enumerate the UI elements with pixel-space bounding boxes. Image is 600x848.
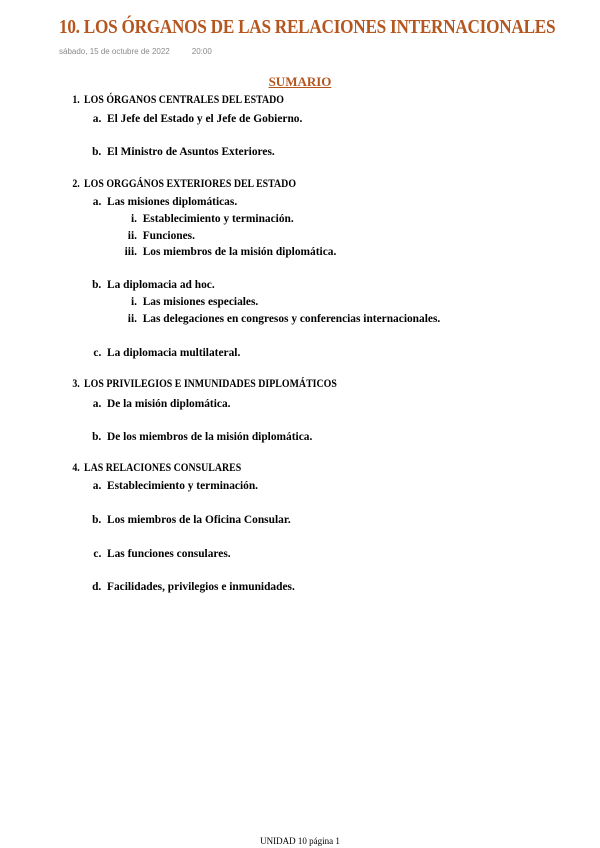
toc-entry-level-2 — [88, 429, 312, 444]
toc-entry-text: De la misión diplomática. — [107, 396, 231, 410]
toc-entry-number: c. — [93, 546, 102, 560]
toc-entry-level-2 — [88, 111, 302, 126]
toc-entry-level-2 — [88, 396, 231, 411]
toc-entry-text: El Jefe del Estado y el Jefe de Gobierno. — [107, 111, 303, 125]
toc-entry-level-3 — [118, 228, 195, 243]
toc-entry-text: LOS ORGGÁNOS EXTERIORES DEL ESTADO — [84, 178, 297, 190]
date-line — [59, 47, 212, 56]
toc-entry-level-2 — [88, 478, 258, 493]
toc-entry-text: Los miembros de la Oficina Consular. — [107, 512, 291, 526]
toc-entry-number: a. — [92, 194, 102, 208]
toc-entry-number: iii. — [124, 244, 137, 258]
toc-entry-level-2 — [88, 277, 215, 292]
toc-entry-text: Las misiones diplomáticas. — [107, 194, 238, 208]
toc-entry-text: Facilidades, privilegios e inmunidades. — [107, 579, 295, 593]
toc-entry-number: i. — [130, 294, 137, 308]
toc-entry-level-1 — [66, 378, 337, 390]
time-text: 20:00 — [191, 47, 212, 56]
toc-entry-level-2 — [88, 345, 240, 360]
toc-entry-number: i. — [130, 211, 137, 225]
toc-entry-level-1 — [66, 462, 241, 474]
toc-entry-text: Las funciones consulares. — [107, 546, 231, 560]
toc-entry-text: La diplomacia ad hoc. — [107, 277, 215, 291]
toc-entry-number: 2. — [72, 178, 80, 190]
toc-entry-text: El Ministro de Asuntos Exteriores. — [107, 144, 275, 158]
toc-entry-level-1 — [66, 94, 284, 106]
toc-entry-text: Las misiones especiales. — [142, 294, 259, 308]
toc-entry-text: LOS ÓRGANOS CENTRALES DEL ESTADO — [84, 94, 284, 106]
toc-entry-level-2 — [88, 546, 231, 561]
toc-entry-level-3 — [118, 294, 258, 309]
toc-entry-text: Establecimiento y terminación. — [107, 478, 259, 492]
toc-entry-number: b. — [92, 429, 102, 443]
toc-entry-number: b. — [92, 144, 102, 158]
toc-entry-level-2 — [88, 194, 237, 209]
page-footer: UNIDAD 10 página 1 — [260, 836, 340, 846]
toc-entry-level-3 — [118, 211, 294, 226]
toc-entry-text: La diplomacia multilateral. — [107, 345, 241, 359]
date-text: sábado, 15 de octubre de 2022 — [59, 47, 170, 56]
toc-entry-number: ii. — [127, 311, 137, 325]
toc-entry-number: a. — [92, 111, 102, 125]
toc-entry-level-2 — [88, 579, 295, 594]
toc-entry-text: De los miembros de la misión diplomática. — [107, 429, 313, 443]
toc-entry-text: Establecimiento y terminación. — [142, 211, 294, 225]
toc-entry-number: d. — [92, 579, 102, 593]
toc-entry-text: Los miembros de la misión diplomática. — [142, 244, 337, 258]
toc-entry-level-2 — [88, 144, 275, 159]
toc-entry-text: LAS RELACIONES CONSULARES — [84, 462, 242, 474]
toc-entry-number: 4. — [72, 462, 80, 474]
toc-entry-level-3 — [118, 311, 440, 326]
toc-entry-number: a. — [92, 396, 102, 410]
toc-entry-number: a. — [92, 478, 102, 492]
toc-entry-number: b. — [92, 512, 102, 526]
toc-entry-number: 1. — [72, 94, 80, 106]
toc-entry-text: Funciones. — [142, 228, 195, 242]
toc-entry-level-2 — [88, 512, 291, 527]
toc-entry-number: b. — [92, 277, 102, 291]
toc-entry-text: Las delegaciones en congresos y conferencias internacionales. — [142, 311, 441, 325]
toc-entry-text: LOS PRIVILEGIOS E INMUNIDADES DIPLOMÁTICOS — [84, 378, 337, 390]
page-title: 10. LOS ÓRGANOS DE LAS RELACIONES INTERNACIONALES — [59, 16, 556, 38]
toc-entry-number: c. — [93, 345, 102, 359]
summary-heading: SUMARIO — [268, 74, 332, 89]
toc-entry-level-1 — [66, 178, 296, 190]
toc-entry-number: 3. — [72, 378, 80, 390]
toc-entry-level-3 — [118, 244, 336, 259]
toc-entry-number: ii. — [127, 228, 137, 242]
